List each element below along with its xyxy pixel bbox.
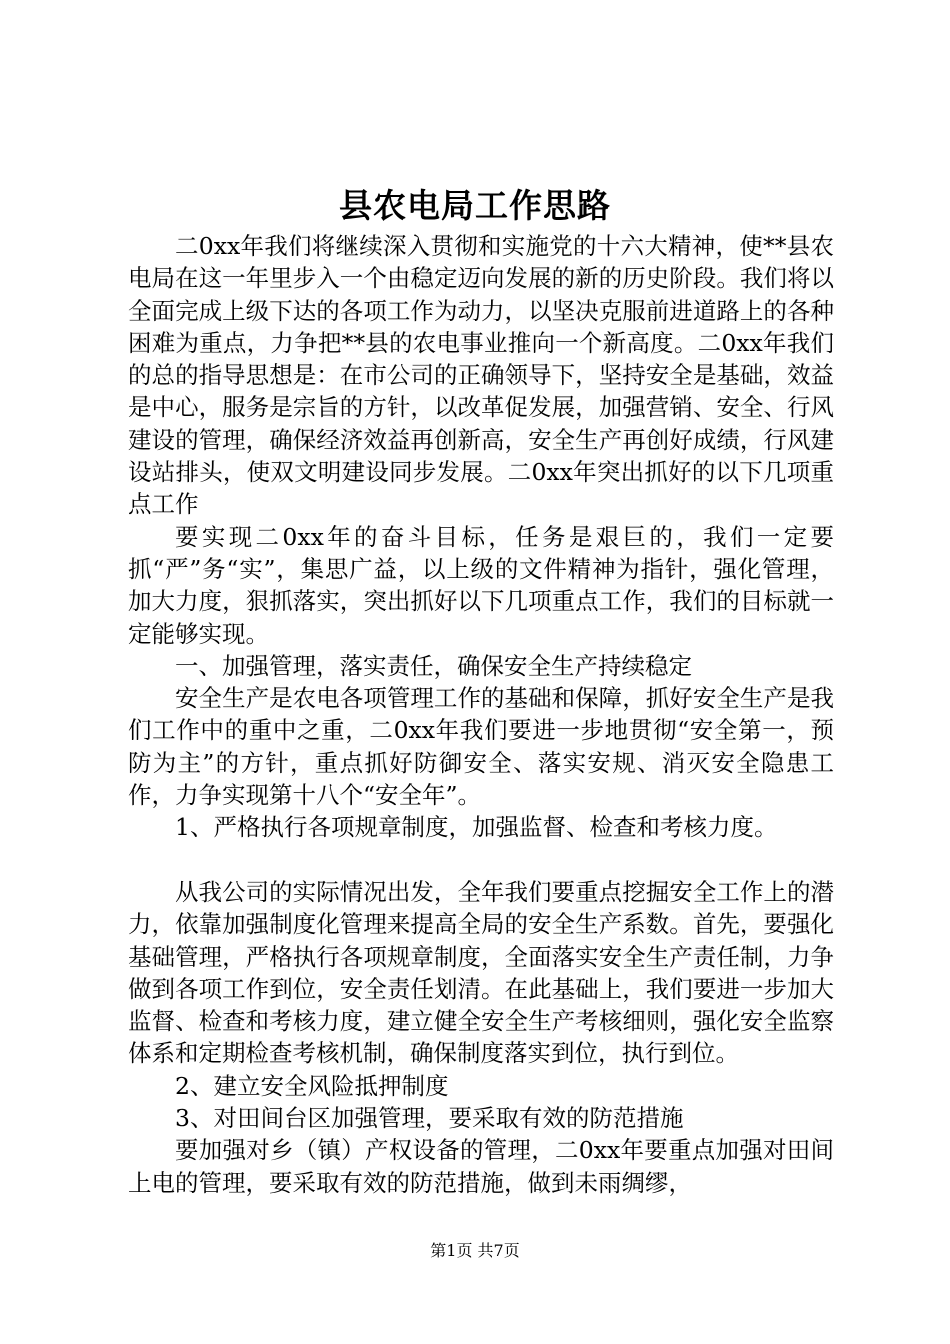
page-footer: 第1页 共7页: [430, 1241, 520, 1260]
document-body: [128, 230, 834, 1199]
document-title: 县农电局工作思路: [339, 186, 611, 225]
paragraph-rules: 从我公司的实际情况出发，全年我们要重点挖掘安全工作上的潜力，依靠加强制度化管理来提高全局的安全生产系数。首先，要强化基础管理，严格执行各项规章制度，全面落实安全生产责任制，力争做到各项工作到位，安全责任划清。在此基础上，我们要进一步加大监督、检查和考核力度，建立健全安全生产考核细则，强化安全监察体系和定期检查考核机制，确保制度落实到位，执行到位。: [128, 877, 834, 1068]
subheading-2: 2、建立安全风险抵押制度: [175, 1071, 449, 1100]
subheading-3: 3、对田间台区加强管理，要采取有效的防范措施: [175, 1104, 684, 1133]
paragraph-safety: 安全生产是农电各项管理工作的基础和保障，抓好安全生产是我们工作中的重中之重，二0xx年我们要进一步地贯彻“安全第一，预防为主”的方针，重点抓好防御安全、落实安规、消灭安全隐患工作，力争实现第十八个“安全年”。: [128, 684, 834, 810]
paragraph-intro: 二0xx年我们将继续深入贯彻和实施党的十六大精神，使**县农电局在这一年里步入一个由稳定迈向发展的新的历史阶段。我们将以全面完成上级下达的各项工作为动力，以坚决克服前进道路上的各种困难为重点，力争把**县的农电事业推向一个新高度。二0xx年我们的总的指导思想是：在市公司的正确领导下，坚持安全是基础，效益是中心，服务是宗旨的方针，以改革促发展，加强营销、安全、行风建设的管理，确保经济效益再创新高，安全生产再创好成绩，行风建设站排头，使双文明建设同步发展。二0xx年突出抓好的以下几项重点工作: [128, 232, 834, 519]
section-heading-1: 一、加强管理，落实责任，确保安全生产持续稳定: [175, 651, 692, 680]
subheading-1: 1、严格执行各项规章制度，加强监督、检查和考核力度。: [175, 813, 778, 842]
paragraph-field: 要加强对乡（镇）产权设备的管理，二0xx年要重点加强对田间上电的管理，要采取有效的防范措施，做到未雨绸缪，: [128, 1136, 834, 1197]
paragraph-goal: 要实现二0xx年的奋斗目标，任务是艰巨的，我们一定要抓“严”务“实”，集思广益，以上级的文件精神为指针，强化管理，加大力度，狠抓落实，突出抓好以下几项重点工作，我们的目标就一定能够实现。: [128, 522, 834, 648]
